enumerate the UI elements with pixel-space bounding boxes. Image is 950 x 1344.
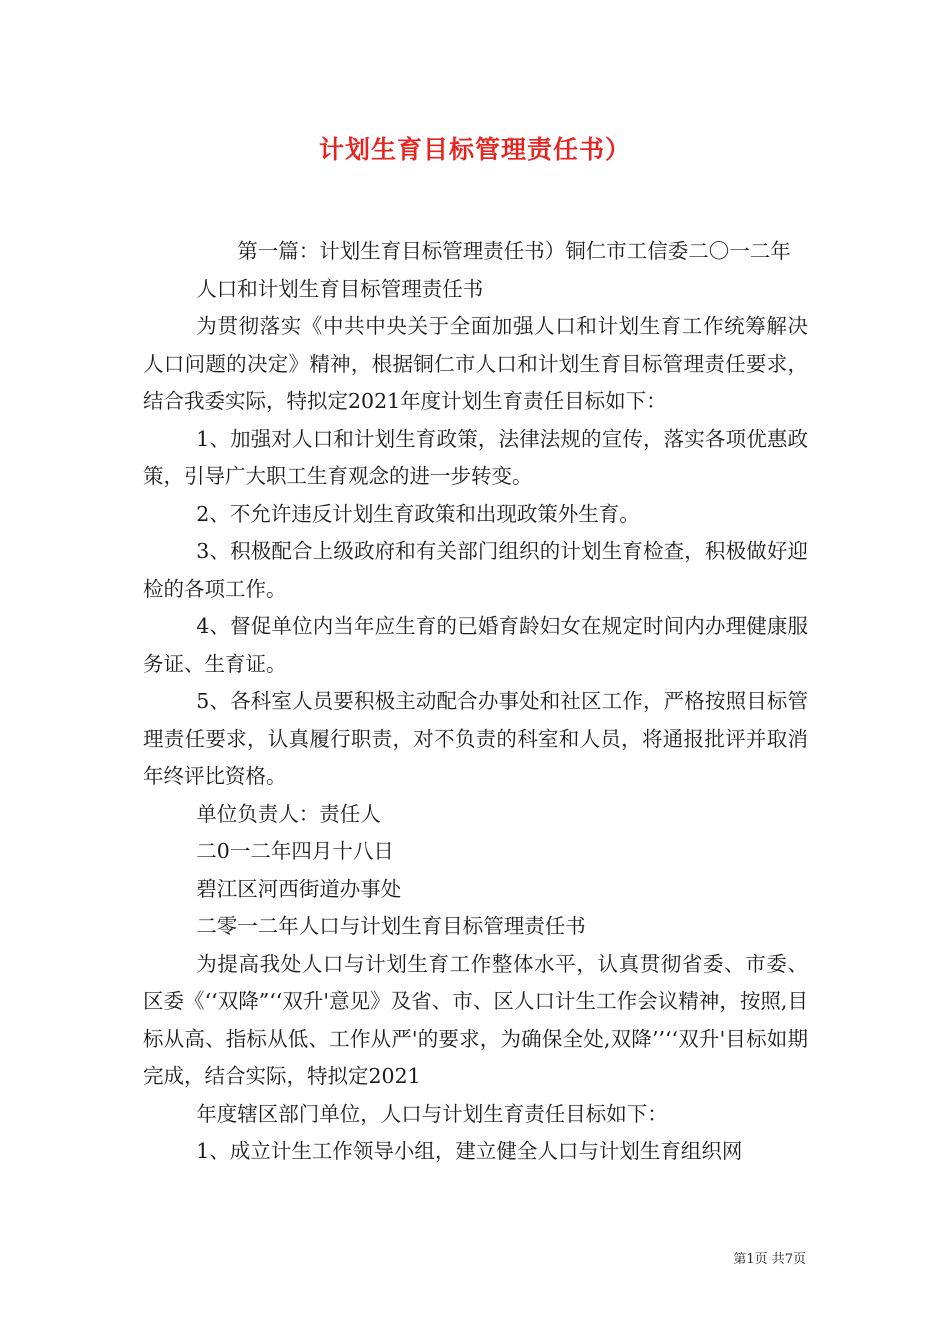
paragraph: 1、成立计生工作领导小组，建立健全人口与计划生育组织网 bbox=[196, 1139, 743, 1163]
document-body bbox=[143, 233, 808, 1171]
paragraph: 第一篇：计划生育目标管理责任书）铜仁市工信委二〇一二年 bbox=[237, 239, 791, 263]
paragraph: 2、不允许违反计划生育政策和出现政策外生育。 bbox=[196, 501, 640, 526]
paragraph: 3、积极配合上级政府和有关部门组织的计划生育检查，积极做好迎检的各项工作。 bbox=[143, 539, 808, 601]
paragraph: 人口和计划生育目标管理责任书 bbox=[196, 276, 484, 301]
paragraph: 4、督促单位内当年应生育的已婚育龄妇女在规定时间内办理健康服务证、生育证。 bbox=[143, 614, 808, 676]
document-title: 计划生育目标管理责任书） bbox=[318, 135, 631, 164]
paragraph: 5、各科室人员要积极主动配合办事处和社区工作，严格按照目标管理责任要求，认真履行职责，对不负责的科室和人员，将通报批评并取消年终评比资格。 bbox=[143, 689, 808, 788]
paragraph: 年度辖区部门单位，人口与计划生育责任目标如下： bbox=[196, 1101, 668, 1126]
page-number: 第1页 共7页 bbox=[733, 1252, 806, 1267]
paragraph: 1、加强对人口和计划生育政策，法律法规的宣传，落实各项优惠政策，引导广大职工生育观念的进一步转变。 bbox=[143, 426, 808, 488]
paragraph: 碧江区河西街道办事处 bbox=[196, 876, 402, 901]
paragraph: 二零一二年人口与计划生育目标管理责任书 bbox=[196, 914, 586, 938]
paragraph: 为贯彻落实《中共中央关于全面加强人口和计划生育工作统筹解决人口问题的决定》精神，根据铜仁市人口和计划生育目标管理责任要求，结合我委实际，特拟定2021年度计划生育责任目标如下： bbox=[143, 314, 808, 413]
paragraph: 为提高我处人口与计划生育工作整体水平，认真贯彻省委、市委、区委《‘‘双降”‘‘双升'意见》及省、市、区人口计生工作会议精神，按照,目标从高、指标从低、工作从严'的要求，为确保全处,双降’’‘‘双升'目标如期完成，结合实际，特拟定2021 bbox=[143, 951, 808, 1088]
paragraph: 二0一二年四月十八日 bbox=[196, 839, 394, 863]
paragraph: 单位负责人：责任人 bbox=[196, 801, 381, 826]
